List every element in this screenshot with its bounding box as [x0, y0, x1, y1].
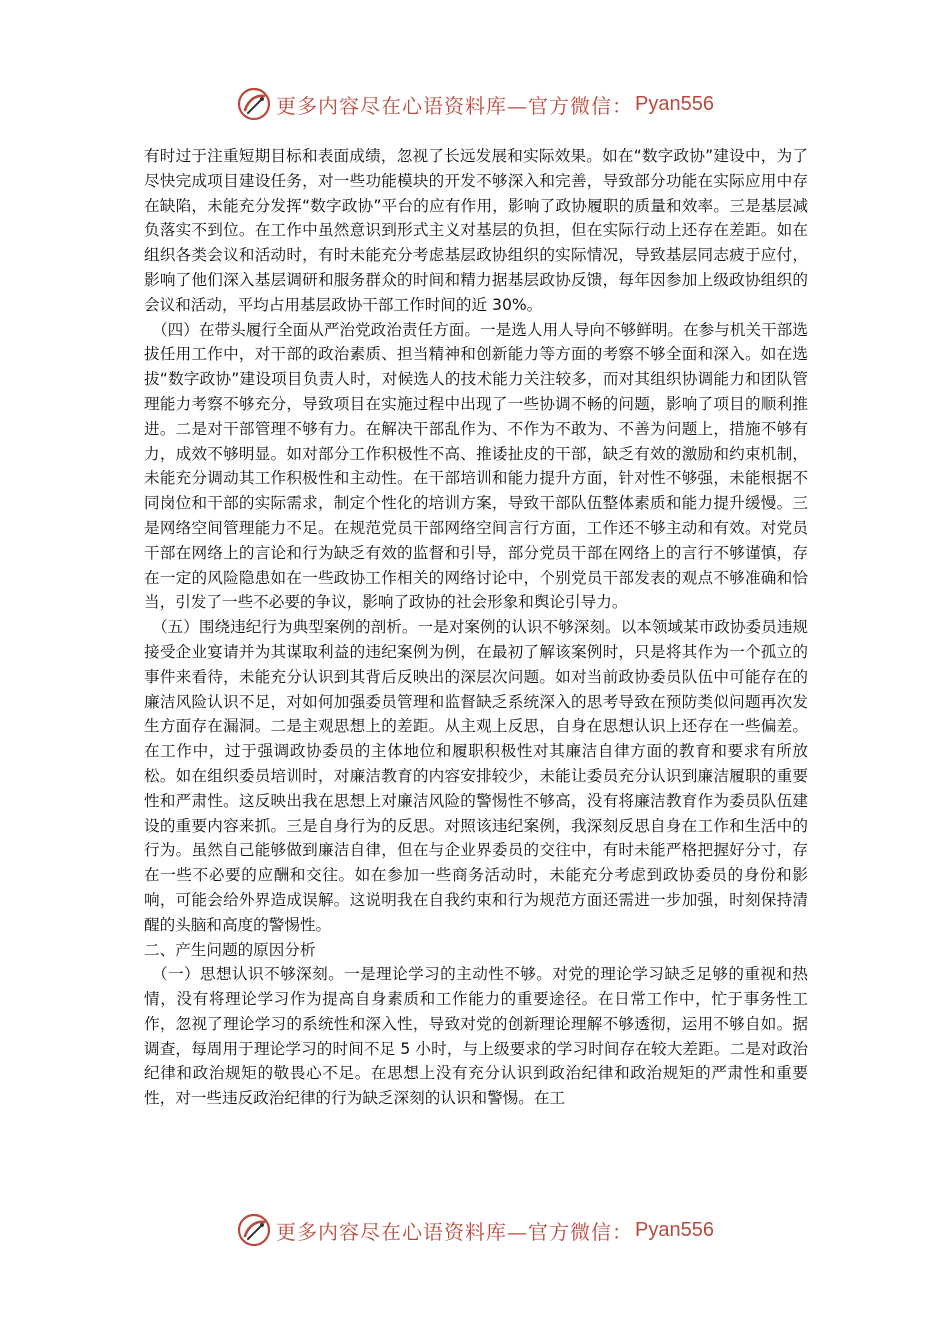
header-banner	[0, 84, 950, 124]
paragraph: （一）思想认识不够深刻。一是理论学习的主动性不够。对党的理论学习缺乏足够的重视和热情，没有将理论学习作为提高自身素质和工作能力的重要途径。在日常工作中，忙于事务性工作，忽视了理论学习的系统性和深入性，导致对党的创新理论理解不够透彻，运用不够自如。据调查，每周用于理论学习的时间不足 5 小时，与上级要求的学习时间存在较大差距。二是对政治纪律和政治规矩的敬畏心不足。在思想上没有充分认识到政治纪律和政治规矩的严肃性和重要性，对一些违反政治纪律的行为缺乏深刻的认识和警惕。在工	[144, 965, 808, 1108]
paragraph: （四）在带头履行全面从严治党政治责任方面。一是选人用人导向不够鲜明。在参与机关干部选拔任用工作中，对干部的政治素质、担当精神和创新能力等方面的考察不够全面和深入。如在选拔“数字政协”建设项目负责人时，对候选人的技术能力关注较多，而对其组织协调能力和团队管理能力考察不够充分，导致项目在实施过程中出现了一些协调不畅的问题，影响了项目的顺利推进。二是对干部管理不够有力。在解决干部乱作为、不作为不敢为、不善为问题上，措施不够有力，成效不够明显。如对部分工作积极性不高、推诿扯皮的干部，缺乏有效的激励和约束机制，未能充分调动其工作积极性和主动性。在干部培训和能力提升方面，针对性不够强，未能根据不同岗位和干部的实际需求，制定个性化的培训方案，导致干部队伍整体素质和能力提升缓慢。三是网络空间管理能力不足。在规范党员干部网络空间言行方面，工作还不够主动和有效。对党员干部在网络上的言论和行为缺乏有效的监督和引导，部分党员干部在网络上的言行不够谨慎，存在一定的风险隐患如在一些政协工作相关的网络讨论中，个别党员干部发表的观点不够准确和恰当，引发了一些不必要的争议，影响了政协的社会形象和舆论引导力。	[144, 320, 808, 612]
wechat-id: Pyan556	[635, 92, 714, 115]
paragraph: （五）围绕违纪行为典型案例的剖析。一是对案例的认识不够深刻。以本领域某市政协委员违规接受企业宴请并为其谋取利益的违纪案例为例，在最初了解该案例时，只是将其作为一个孤立的事件来看待，未能充分认识到其背后反映出的深层次问题。如对当前政协委员队伍中可能存在的廉洁风险认识不足，对如何加强委员管理和监督缺乏系统深入的思考导致在预防类似问题再次发生方面存在漏洞。二是主观思想上的差距。从主观上反思，自身在思想认识上还存在一些偏差。在工作中，过于强调政协委员的主体地位和履职积极性对其廉洁自律方面的教育和要求有所放松。如在组织委员培训时，对廉洁教育的内容安排较少，未能让委员充分认识到廉洁履职的重要性和严肃性。这反映出我在思想上对廉洁风险的警惕性不够高，没有将廉洁教育作为委员队伍建设的重要内容来抓。三是自身行为的反思。对照该违纪案例，我深刻反思自身在工作和生活中的行为。虽然自己能够做到廉洁自律，但在与企业界委员的交往中，有时未能严格把握好分寸，存在一些不必要的应酬和交往。如在参加一些商务活动时，未能充分考虑到政协委员的身份和影响，可能会给外界造成误解。这说明我在自我约束和行为规范方面还需进一步加强，时刻保持清醒的头脑和高度的警惕性。	[144, 618, 808, 934]
section-heading: 二、产生问题的原因分析	[144, 940, 316, 959]
wechat-id: Pyan556	[635, 1218, 714, 1241]
banner-text: 更多内容尽在心语资料库—官方微信：	[276, 93, 634, 118]
banner-text: 更多内容尽在心语资料库—官方微信：	[276, 1219, 634, 1244]
document-body	[144, 144, 808, 1111]
logo-icon	[236, 1212, 272, 1248]
logo-icon	[236, 86, 272, 122]
footer-banner	[0, 1210, 950, 1250]
paragraph: 有时过于注重短期目标和表面成绩，忽视了长远发展和实际效果。如在“数字政协”建设中，为了尽快完成项目建设任务，对一些功能模块的开发不够深入和完善，导致部分功能在实际应用中存在缺陷，未能充分发挥“数字政协”平台的应有作用，影响了政协履职的质量和效率。三是基层减负落实不到位。在工作中虽然意识到形式主义对基层的负担，但在实际行动上还存在差距。如在组织各类会议和活动时，有时未能充分考虑基层政协组织的实际情况，导致基层同志疲于应付，影响了他们深入基层调研和服务群众的时间和精力据基层政协反馈，每年因参加上级政协组织的会议和活动，平均占用基层政协干部工作时间的近 30%。	[144, 147, 808, 314]
